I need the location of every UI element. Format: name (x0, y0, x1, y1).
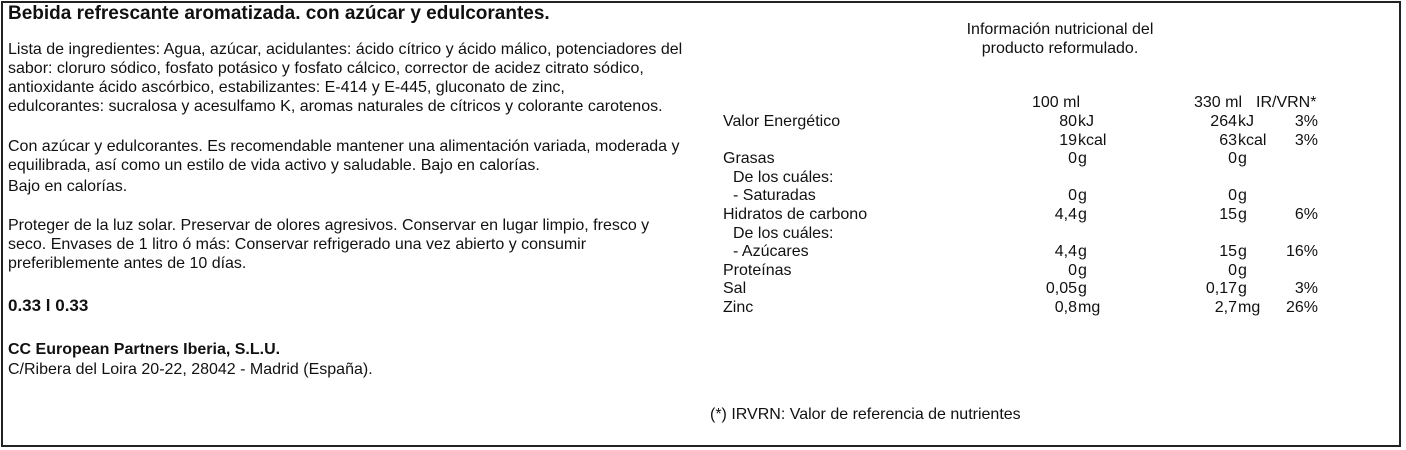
unit-330ml: kcal (1238, 131, 1267, 149)
nutrient-label: Grasas (723, 150, 775, 168)
unit-100ml: g (1078, 243, 1087, 261)
nutrition-row (0, 131, 1406, 150)
storage-line: Proteger de la luz solar. Preservar de olores agresivos. Conservar en lugar limpio, fresco y (8, 217, 650, 234)
nutrition-row (0, 279, 1406, 298)
ingredients-line: antioxidante ácido ascórbico, estabilizantes: E-414 y E-445, gluconato de zinc, (8, 79, 565, 96)
value-100ml: 4,4 (1054, 243, 1077, 261)
unit-100ml: kcal (1078, 131, 1107, 149)
ir-percent: 3% (1294, 113, 1318, 130)
ir-percent: 6% (1294, 206, 1318, 223)
nutrition-row (0, 149, 1406, 168)
nutrition-row (0, 224, 1406, 243)
value-330ml: 0,17 (1205, 280, 1237, 298)
ir-percent: 3% (1294, 131, 1318, 149)
ir-percent: 16% (1285, 243, 1318, 261)
unit-330ml: g (1238, 280, 1247, 298)
col-330ml: 330 ml (1194, 94, 1243, 111)
nutrition-row (0, 298, 1406, 317)
value-100ml: 0,8 (1054, 299, 1077, 316)
nutrition-row (0, 168, 1406, 187)
nutrient-label: Zinc (723, 299, 754, 316)
unit-100ml: g (1078, 206, 1087, 223)
unit-330ml: g (1238, 261, 1247, 279)
nutrient-label: Hidratos de carbono (723, 206, 868, 223)
unit-100ml: g (1078, 280, 1087, 298)
value-330ml: 0 (1228, 150, 1237, 168)
advice-extra: Bajo en calorías. (8, 178, 128, 195)
nutrient-label: De los cuáles: (733, 168, 834, 186)
storage-line: preferiblemente antes de 10 días. (8, 255, 247, 272)
nutrition-row (0, 261, 1406, 280)
value-330ml: 63 (1219, 131, 1237, 149)
unit-100ml: g (1078, 150, 1087, 168)
nutrient-label: Valor Energético (723, 113, 841, 130)
nutrition-row (0, 186, 1406, 205)
ingredients-line: Lista de ingredientes: Agua, azúcar, acidulantes: ácido cítrico y ácido málico, potenciadores del (8, 41, 683, 58)
value-100ml: 0 (1068, 261, 1077, 279)
value-330ml: 0 (1228, 187, 1237, 205)
unit-100ml: g (1078, 261, 1087, 279)
ingredients-line: edulcorantes: sucralosa y acesulfamo K, aromas naturales de cítricos y colorante carotenos. (8, 98, 663, 115)
volume: 0.33 l 0.33 (8, 296, 89, 315)
value-100ml: 19 (1059, 131, 1077, 149)
nutrition-row (0, 242, 1406, 261)
unit-330ml: g (1238, 187, 1247, 205)
value-100ml: 0 (1068, 150, 1077, 168)
unit-100ml: g (1078, 187, 1087, 205)
unit-330ml: g (1238, 206, 1247, 223)
advice-line: Con azúcar y edulcorantes. Es recomendable mantener una alimentación variada, moderada y (8, 138, 680, 155)
nutrition-header (940, 20, 1180, 58)
nutrient-label: - Saturadas (733, 187, 816, 205)
nutrition-header-line: producto reformulado. (981, 40, 1139, 57)
value-100ml: 0 (1068, 187, 1077, 205)
value-330ml: 0 (1228, 261, 1237, 279)
unit-330ml: kJ (1238, 113, 1254, 130)
ingredients-line: sabor: cloruro sódico, fosfato potásico y fosfato cálcico, corrector de acidez citrato sódico, (8, 60, 644, 77)
nutrition-header-line: Información nutricional del (966, 21, 1154, 38)
value-330ml: 2,7 (1214, 299, 1237, 316)
unit-330ml: g (1238, 150, 1247, 168)
value-100ml: 80 (1059, 113, 1077, 130)
advice-line: equilibrada, así como un estilo de vida activo y saludable. Bajo en calorías. (8, 157, 540, 174)
value-330ml: 15 (1219, 206, 1237, 223)
nutrition-row (0, 205, 1406, 224)
product-title: Bebida refrescante aromatizada. con azúcar y edulcorantes. (8, 3, 550, 24)
value-330ml: 264 (1210, 113, 1237, 130)
ir-percent: 26% (1285, 299, 1318, 316)
storage-line: seco. Envases de 1 litro ó más: Conservar refrigerado una vez abierto y consumir (8, 236, 587, 253)
company-name: CC European Partners Iberia, S.L.U. (8, 341, 281, 358)
ir-percent: 3% (1294, 280, 1318, 298)
nutrient-label: De los cuáles: (733, 224, 834, 242)
unit-330ml: mg (1238, 299, 1261, 316)
nutrient-label: Sal (723, 280, 747, 298)
unit-330ml: g (1238, 243, 1247, 261)
value-330ml: 15 (1219, 243, 1237, 261)
unit-100ml: mg (1078, 299, 1101, 316)
nutrition-row (0, 112, 1406, 131)
nutrient-label: Proteínas (723, 261, 792, 279)
unit-100ml: kJ (1078, 113, 1094, 130)
nutrient-label: - Azúcares (733, 243, 809, 261)
nutrition-column-headers (0, 93, 1406, 112)
col-ir: IR/VRN* (1256, 94, 1317, 111)
footnote: (*) IRVRN: Valor de referencia de nutrientes (710, 406, 1021, 423)
value-100ml: 0,05 (1045, 280, 1077, 298)
value-100ml: 4,4 (1054, 206, 1077, 223)
col-100ml: 100 ml (1032, 94, 1081, 111)
company-address: C/Ribera del Loira 20-22, 28042 - Madrid (España). (8, 361, 373, 378)
